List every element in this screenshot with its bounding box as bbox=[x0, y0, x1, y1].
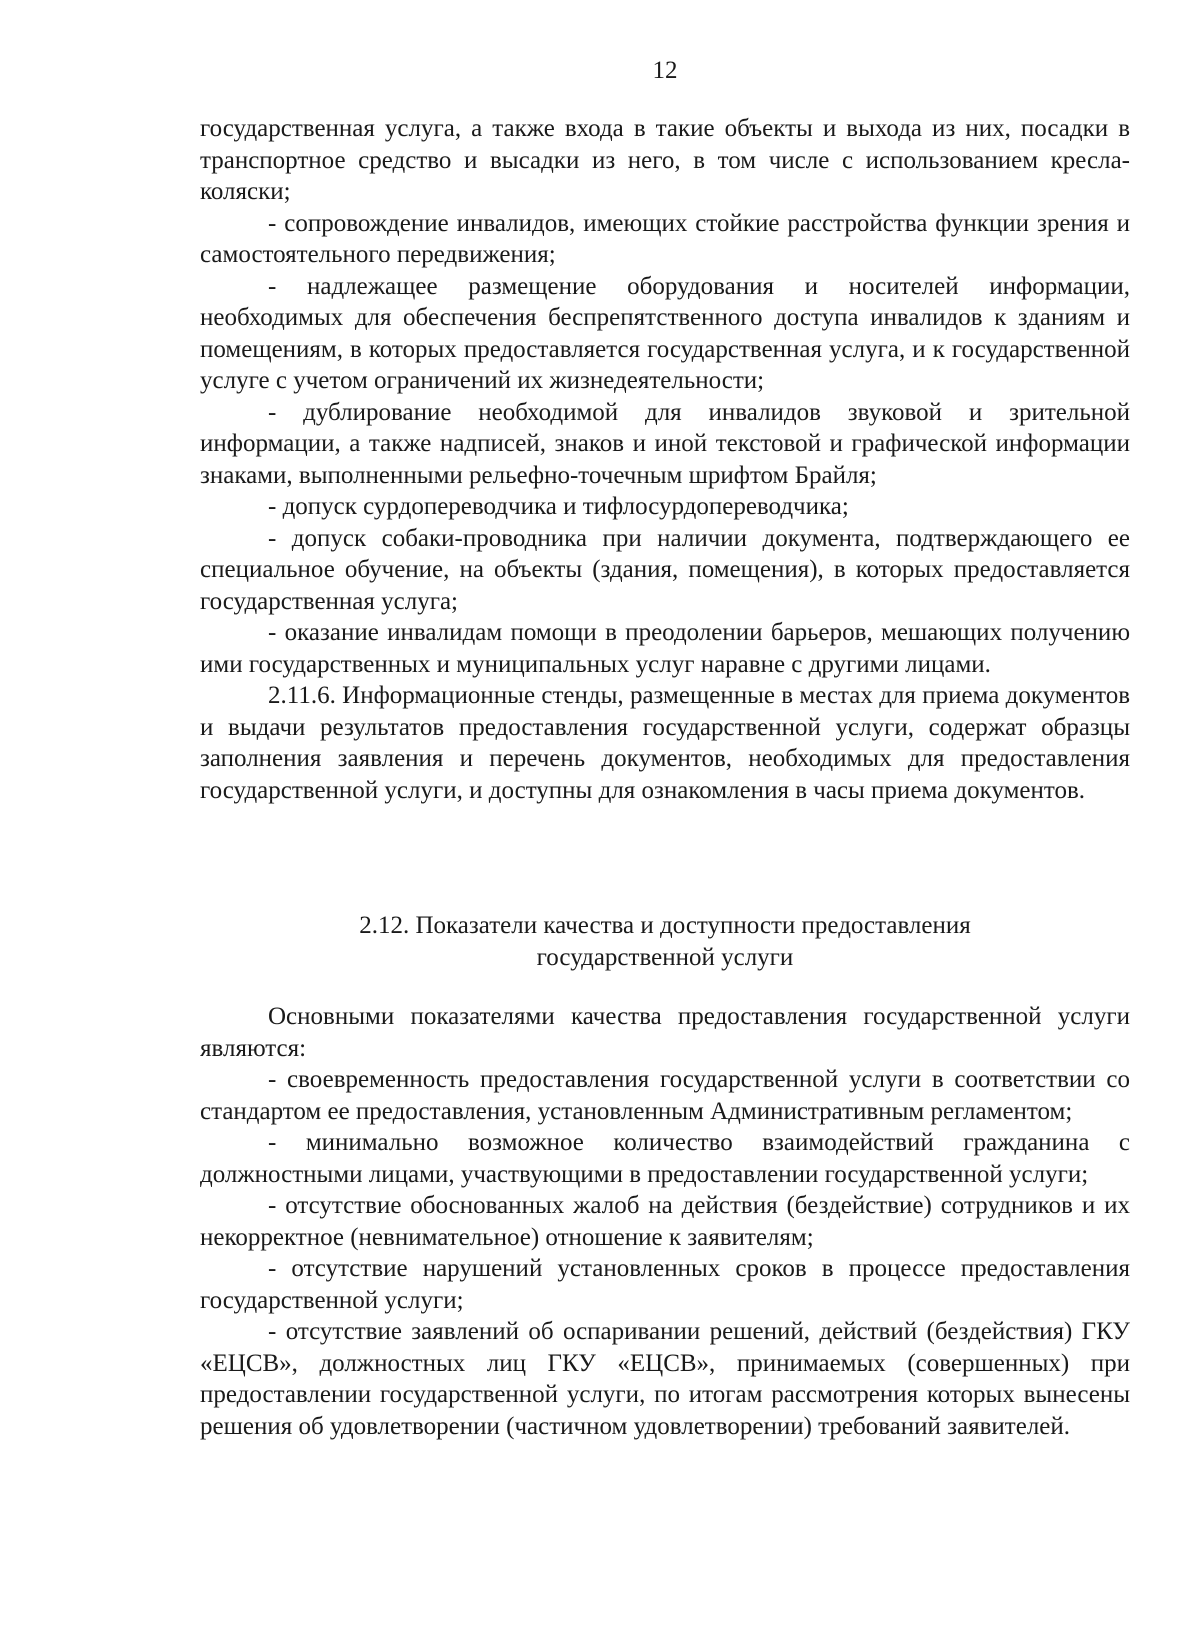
paragraph: 2.11.6. Информационные стенды, размещенные в местах для приема документов и выдачи результатов предоставления государственной услуги, содержат образцы заполнения заявления и перечень документов, необходимых для предоставления государственной услуги, и доступны для ознакомления в часы приема документов. bbox=[200, 682, 1130, 804]
body-text-block bbox=[200, 113, 1130, 806]
paragraph: Основными показателями качества предоставления государственной услуги являются: bbox=[200, 1003, 1130, 1062]
list-item: - отсутствие заявлений об оспаривании решений, действий (бездействия) ГКУ «ЕЦСВ», должностных лиц ГКУ «ЕЦСВ», принимаемых (совершенных) при предоставлении государственной услуги, по итогам рассмотрения которых вынесены решения об удовлетворении (частичном удовлетворении) требований заявителей. bbox=[200, 1318, 1130, 1440]
list-item: - оказание инвалидам помощи в преодолении барьеров, мешающих получению ими государственных и муниципальных услуг наравне с другими лицами. bbox=[200, 619, 1130, 678]
section-heading-line: 2.12. Показатели качества и доступности предоставления bbox=[359, 912, 971, 939]
list-item: - допуск собаки-проводника при наличии документа, подтверждающего ее специальное обучение, на объекты (здания, помещения), в которых предоставляется государственная услуга; bbox=[200, 524, 1130, 615]
section-heading-line: государственной услуги bbox=[536, 943, 794, 971]
section-heading bbox=[200, 910, 1130, 973]
page-number: 12 bbox=[652, 57, 678, 84]
list-item: - своевременность предоставления государственной услуги в соответствии со стандартом ее предоставления, установленным Административным регламентом; bbox=[200, 1066, 1130, 1125]
list-item: - отсутствие обоснованных жалоб на действия (бездействие) сотрудников и их некорректное (невнимательное) отношение к заявителям; bbox=[200, 1192, 1130, 1251]
list-item: - минимально возможное количество взаимодействий гражданина с должностными лицами, участвующими в предоставлении государственной услуги; bbox=[200, 1129, 1130, 1188]
paragraph: государственная услуга, а также входа в такие объекты и выхода из них, посадки в транспортное средство и высадки из него, в том числе с использованием кресла-коляски; bbox=[200, 115, 1130, 205]
list-item: - дублирование необходимой для инвалидов звуковой и зрительной информации, а также надписей, знаков и иной текстовой и графической информации знаками, выполненными рельефно-точечным шрифтом Брайля; bbox=[200, 398, 1130, 489]
list-item: - допуск сурдопереводчика и тифлосурдопереводчика; bbox=[268, 493, 849, 520]
body-text-block bbox=[200, 1001, 1130, 1442]
list-item: - сопровождение инвалидов, имеющих стойкие расстройства функции зрения и самостоятельного передвижения; bbox=[200, 209, 1130, 268]
list-item: - отсутствие нарушений установленных сроков в процессе предоставления государственной услуги; bbox=[200, 1255, 1130, 1314]
list-item: - надлежащее размещение оборудования и носителей информации, необходимых для обеспечения беспрепятственного доступа инвалидов к зданиям и помещениям, в которых предоставляется государственная услуга, и к государственной услуге с учетом ограничений их жизнедеятельности; bbox=[200, 272, 1130, 394]
